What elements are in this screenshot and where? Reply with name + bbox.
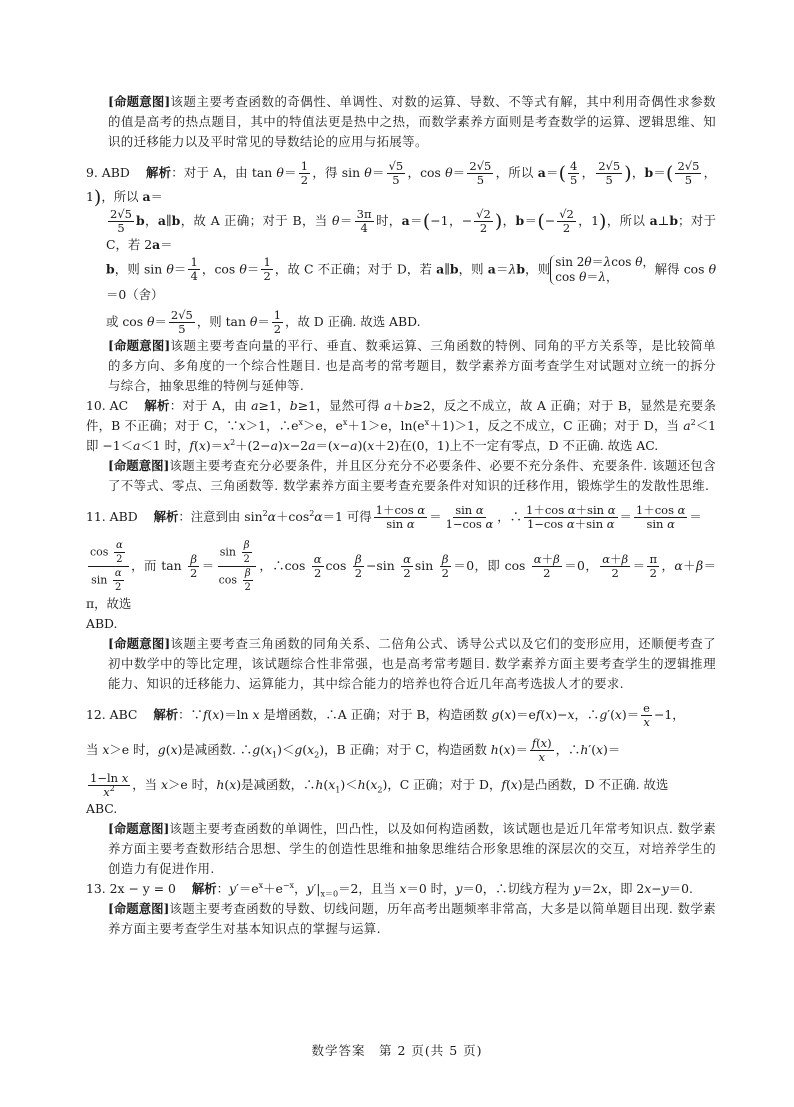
intent-paragraph-9 [108, 336, 716, 396]
solution-11: 11. ABD 解析：注意到由 $\sin^2\alpha+\cos^2\alpha=1$ 可得 $\frac{\text{1＋cos α}}{\text{sin α}}$ ＝ $\frac{\text{sin α}}{\text{1−cos α}}$ ，∴ $\frac{\text{1＋cos α＋sin α}}{\text{1−cos α＋sin α}}$ ＝ $\frac{\text{1＋cos α}}{\text{sin α}}$ ＝ [86, 502, 702, 531]
intent-tag: [命题意图] [108, 457, 170, 473]
item-number: 11. ABD [86, 508, 138, 524]
intent-paragraph-8 [108, 92, 716, 152]
analysis-label: 解析 [145, 165, 172, 180]
intent-text: 该题主要考查充分必要条件，并且区分充分不必要条件、必要不充分条件、充要条件. 该题还包含了不等式、零点、三角函数等. 数学素养方面主要考查充要条件对知识的迁移作用，锻炼学生的发散性思维. [108, 457, 716, 493]
item-number: 10. AC [86, 397, 129, 413]
intent-text: 该题主要考查函数的奇偶性、单调性、对数的运算、导数、不等式有解，其中利用奇偶性求参数的值是高考的热点题目，其中的特值法更是热中之热，而数学素养方面则是考查数学的运算、逻辑思维、知识的迁移能力以及平时常见的导数结论的应用与拓展等。 [108, 94, 716, 149]
solution-10: 10. AC 解析：对于 A，由 a≥1，b≥1，显然可得 a＋b≥2，反之不成立，故 A 正确；对于 B，显然是充要条件，B 不正确；对于 C，∵x＞1，$\therefore e^x>e$，$e^x+1>e$，$\ln(e^x+1)>1$，反之不成立，C 正确；对于 D，当 $a^2<1$ 即 −1＜a＜1 时，$f(x)=x^2+(2-a)x-2a=(x-a)(x+2)$在(0，1)上不一定有零点，D 不正确. 故选 AC. [86, 397, 717, 453]
analysis-label: 解析 [191, 880, 217, 896]
solution-13: 13. 2x − y = 0 解析：$y'=e^x+e^{-x}$，$y'|_{x=0}=2$，且当 x＝0 时，y＝0，∴切线方程为 y＝2x，即 2x−y＝0. [86, 880, 693, 898]
solution-9-line-3: b，则 sin θ＝ $\frac{1}{4}$ ，cos θ＝ $\frac{1}{2}$ ，故 C 不正确；对于 D，若 a∥b，则 a＝λb，则 sin 2θ＝λcos θ， cos θ＝λ，解得 cos θ＝0（舍） [106, 254, 717, 302]
solution-12-line-4: ABC. [86, 800, 118, 816]
intent-tag: [命题意图] [108, 635, 171, 651]
intent-text: 该题主要考查向量的平行、垂直、数乘运算、三角函数的特例、同角的平方关系等，是比较简单的多方向、多角度的一个综合性题目. 也是高考的常考题目，数学素养方面考查学生对试题对立统一的拆分与综合，抽象思维的特例与延伸等. [108, 337, 716, 393]
item-number: 13. 2x − y = 0 [86, 880, 176, 896]
intent-tag: [命题意图] [108, 94, 171, 109]
item-number: 12. ABC [86, 706, 138, 722]
intent-tag: [命题意图] [108, 900, 170, 916]
intent-paragraph-13 [108, 899, 716, 939]
intent-paragraph-10 [108, 456, 716, 496]
intent-paragraph-12 [108, 819, 716, 879]
page-content [86, 92, 716, 939]
intent-text: 该题主要考查函数的单调性，凹凸性，以及如何构造函数，该试题也是近几年常考知识点. 数学素养方面主要考查数形结合思想、学生的创造性思维和抽象思维结合形象思维的深层次的交互，对培养学生的创造力有促进作用. [108, 820, 716, 876]
analysis-label: 解析 [144, 397, 170, 413]
solution-9-line-2: $\frac{2√5}{5}$ b，a∥b，故 A 正确；对于 B，当 θ＝ $\frac{3\pi}{4}$ 时，a＝(−1，− $\frac{√2}{2}$ )，b＝(− $\frac{√2}{2}$ ，1)，所以 a⊥b；对于 C，若 2a＝ [106, 206, 716, 252]
analysis-label: 解析 [153, 508, 179, 524]
solution-9: 9. ABD 解析：对于 A，由 tan θ＝ $\frac{1}{2}$ ，得 sin θ＝ $\frac{√5}{5}$ ，cos θ＝ $\frac{2√5}{5}$ ，所以 a＝( $\frac{4}{5}$ ， $\frac{2√5}{5}$ )，b＝( $\frac{2√5}{5}$ ，1)，所以 a＝ [86, 159, 717, 209]
page-footer: 数学答案 第 2 页(共 5 页) [311, 1043, 483, 1058]
solution-11-line-2: cos $\frac{\alpha}{2}$ sin $\frac{\alpha}{2}$ ，而 tan $\frac{\beta}{2}$ ＝ sin $\frac{\beta}{2}$ cos $\frac{\beta}{2}$ ，∴cos $\frac{\alpha}{2}$ cos $\frac{\beta}{2}$ −sin $\frac{\alpha}{2}$ sin $\frac{\beta}{2}$ ＝0，即 cos $\frac{\alpha+\beta}{2}$ ＝0， $\frac{\alpha+\beta}{2}$ ＝ $\frac{\pi}{2}$ ，α＋β＝π，故选 [86, 539, 716, 611]
solution-12-line-3: $\frac{\text{1−ln x}}{x^2}$ ，当 x＞e 时，h(x)是减函数，$\therefore h(x_1)<h(x_2)$，C 正确；对于 D，f(x)是凸函数，D 不正确. 故选 [90, 770, 669, 799]
solution-12-line-2: 当 x＞e 时，g(x)是减函数. $\therefore g(x_1)<g(x_2)$，B 正确；对于 C，构造函数 h(x)＝ $\frac{f(x)}{x}$ ，∴h′(x)＝ [86, 735, 621, 764]
intent-tag: [命题意图] [108, 337, 171, 353]
intent-tag: [命题意图] [108, 820, 170, 836]
intent-paragraph-11 [108, 634, 716, 694]
solution-9-line-4: 或 cos θ＝ $\frac{2√5}{5}$ ，则 tan θ＝ $\frac{1}{2}$ ，故 D 正确. 故选 ABD. [106, 307, 421, 336]
analysis-label: 解析 [153, 706, 179, 722]
solution-12: 12. ABC 解析：∵f(x)＝ln x 是增函数，∴A 正确；对于 B，构造函数 g(x)＝ef(x)−x，∴g′(x)＝ $\frac{e}{x}$ −1， [86, 700, 685, 729]
intent-text: 该题主要考查三角函数的同角关系、二倍角公式、诱导公式以及它们的变形应用，还顺便考查了初中数学中的等比定理，该试题综合性非常强，也是高考常考题目. 数学素养方面主要考查学生的逻辑推理能力、知识的迁移能力、运算能力，其中综合能力的培养也符合近几年高考选拔人才的要求. [108, 635, 716, 691]
solution-11-line-3: ABD. [86, 615, 118, 631]
item-number: 9. ABD [86, 165, 130, 180]
intent-text: 该题主要考查函数的导数、切线问题，历年高考出题频率非常高，大多是以简单题目出现. 数学素养方面主要考查学生对基本知识点的掌握与运算. [108, 900, 716, 936]
